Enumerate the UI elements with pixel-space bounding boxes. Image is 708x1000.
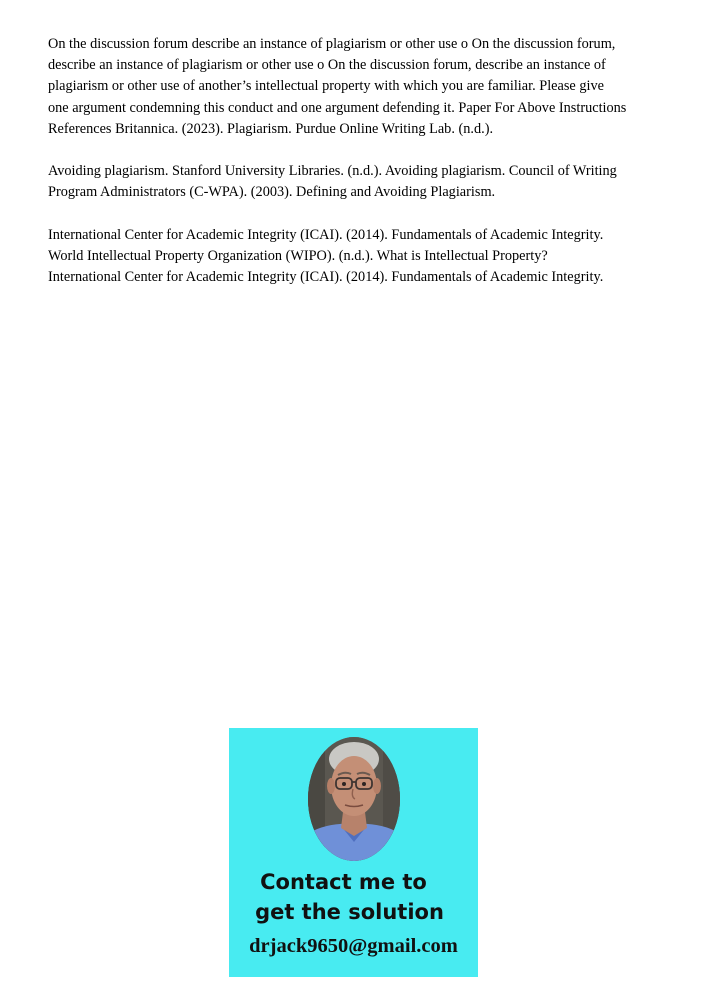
text-line: References Britannica. (2023). Plagiarism. Purdue Online Writing Lab. (n.d.). [48,120,494,137]
text-line: one argument condemning this conduct and one argument defending it. Paper For Above Instructions [48,99,627,116]
document-body [48,34,660,310]
contact-promo-banner [229,728,478,977]
email-address: drjack9650@gmail.com [249,935,458,957]
text-line: Program Administrators (C-WPA). (2003). Defining and Avoiding Plagiarism. [48,184,496,201]
paragraph [48,161,660,203]
text-line: Avoiding plagiarism. Stanford University Libraries. (n.d.). Avoiding plagiarism. Council of Writing [48,163,617,180]
text-line: World Intellectual Property Organization (WIPO). (n.d.). What is Intellectual Property? [48,248,548,264]
portrait-photo [307,736,401,862]
text-line: describe an instance of plagiarism or other use o On the discussion forum, describe an instance of [48,57,606,74]
contact-heading-line-2: get the solution [255,900,444,924]
paragraph [48,34,660,140]
text-line: On the discussion forum describe an instance of plagiarism or other use o On the discussion forum, [48,36,616,52]
text-line: International Center for Academic Integrity (ICAI). (2014). Fundamentals of Academic Integrity. [48,226,604,243]
text-line: plagiarism or other use of another’s intellectual property with which you are familiar. Please give [48,78,604,95]
paragraph [48,225,660,289]
contact-heading-line-1: Contact me to [260,870,427,894]
text-line: International Center for Academic Integrity (ICAI). (2014). Fundamentals of Academic Integrity. [48,269,604,286]
